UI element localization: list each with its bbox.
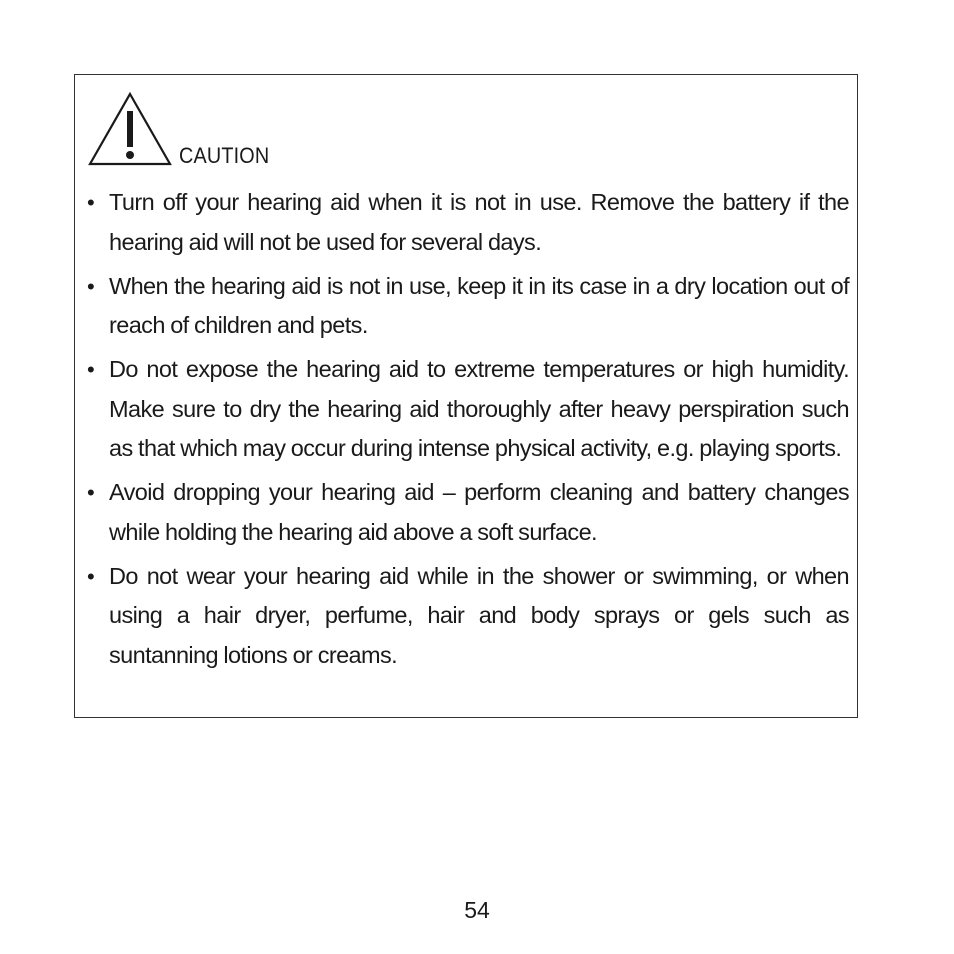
bullet-icon: • (87, 357, 95, 382)
list-item (85, 350, 849, 469)
list-item-text: Do not expose the hearing aid to extreme temperatures or high humidity. Make sure to dry the hearing aid thoroughly after heavy perspiration such as that which may occur during intense physical activity, e.g. playing sports. (109, 356, 849, 461)
list-item (85, 473, 849, 552)
list-item-text: When the hearing aid is not in use, keep it in its case in a dry location out of reach of children and pets. (109, 272, 849, 338)
list-item-text: Turn off your hearing aid when it is not in use. Remove the battery if the hearing aid will not be used for several days. (109, 189, 849, 255)
list-item (85, 183, 849, 262)
bullet-icon: • (87, 480, 95, 505)
warning-triangle-icon (87, 91, 173, 167)
caution-title: CAUTION (179, 143, 270, 168)
list-item-text: Do not wear your hearing aid while in the shower or swimming, or when using a hair dryer, perfume, hair and body sprays or gels such as suntanning lotions or creams. (109, 562, 849, 668)
list-item-text: Avoid dropping your hearing aid – perform cleaning and battery changes while holding the hearing aid above a soft surface. (109, 479, 849, 545)
caution-heading (87, 91, 279, 167)
page-number: 54 (464, 897, 490, 923)
caution-list (85, 183, 849, 680)
bullet-icon: • (87, 190, 95, 215)
list-item (85, 267, 849, 346)
bullet-icon: • (87, 563, 95, 589)
bullet-icon: • (87, 273, 95, 299)
caution-box (74, 74, 858, 718)
list-item (85, 557, 849, 676)
